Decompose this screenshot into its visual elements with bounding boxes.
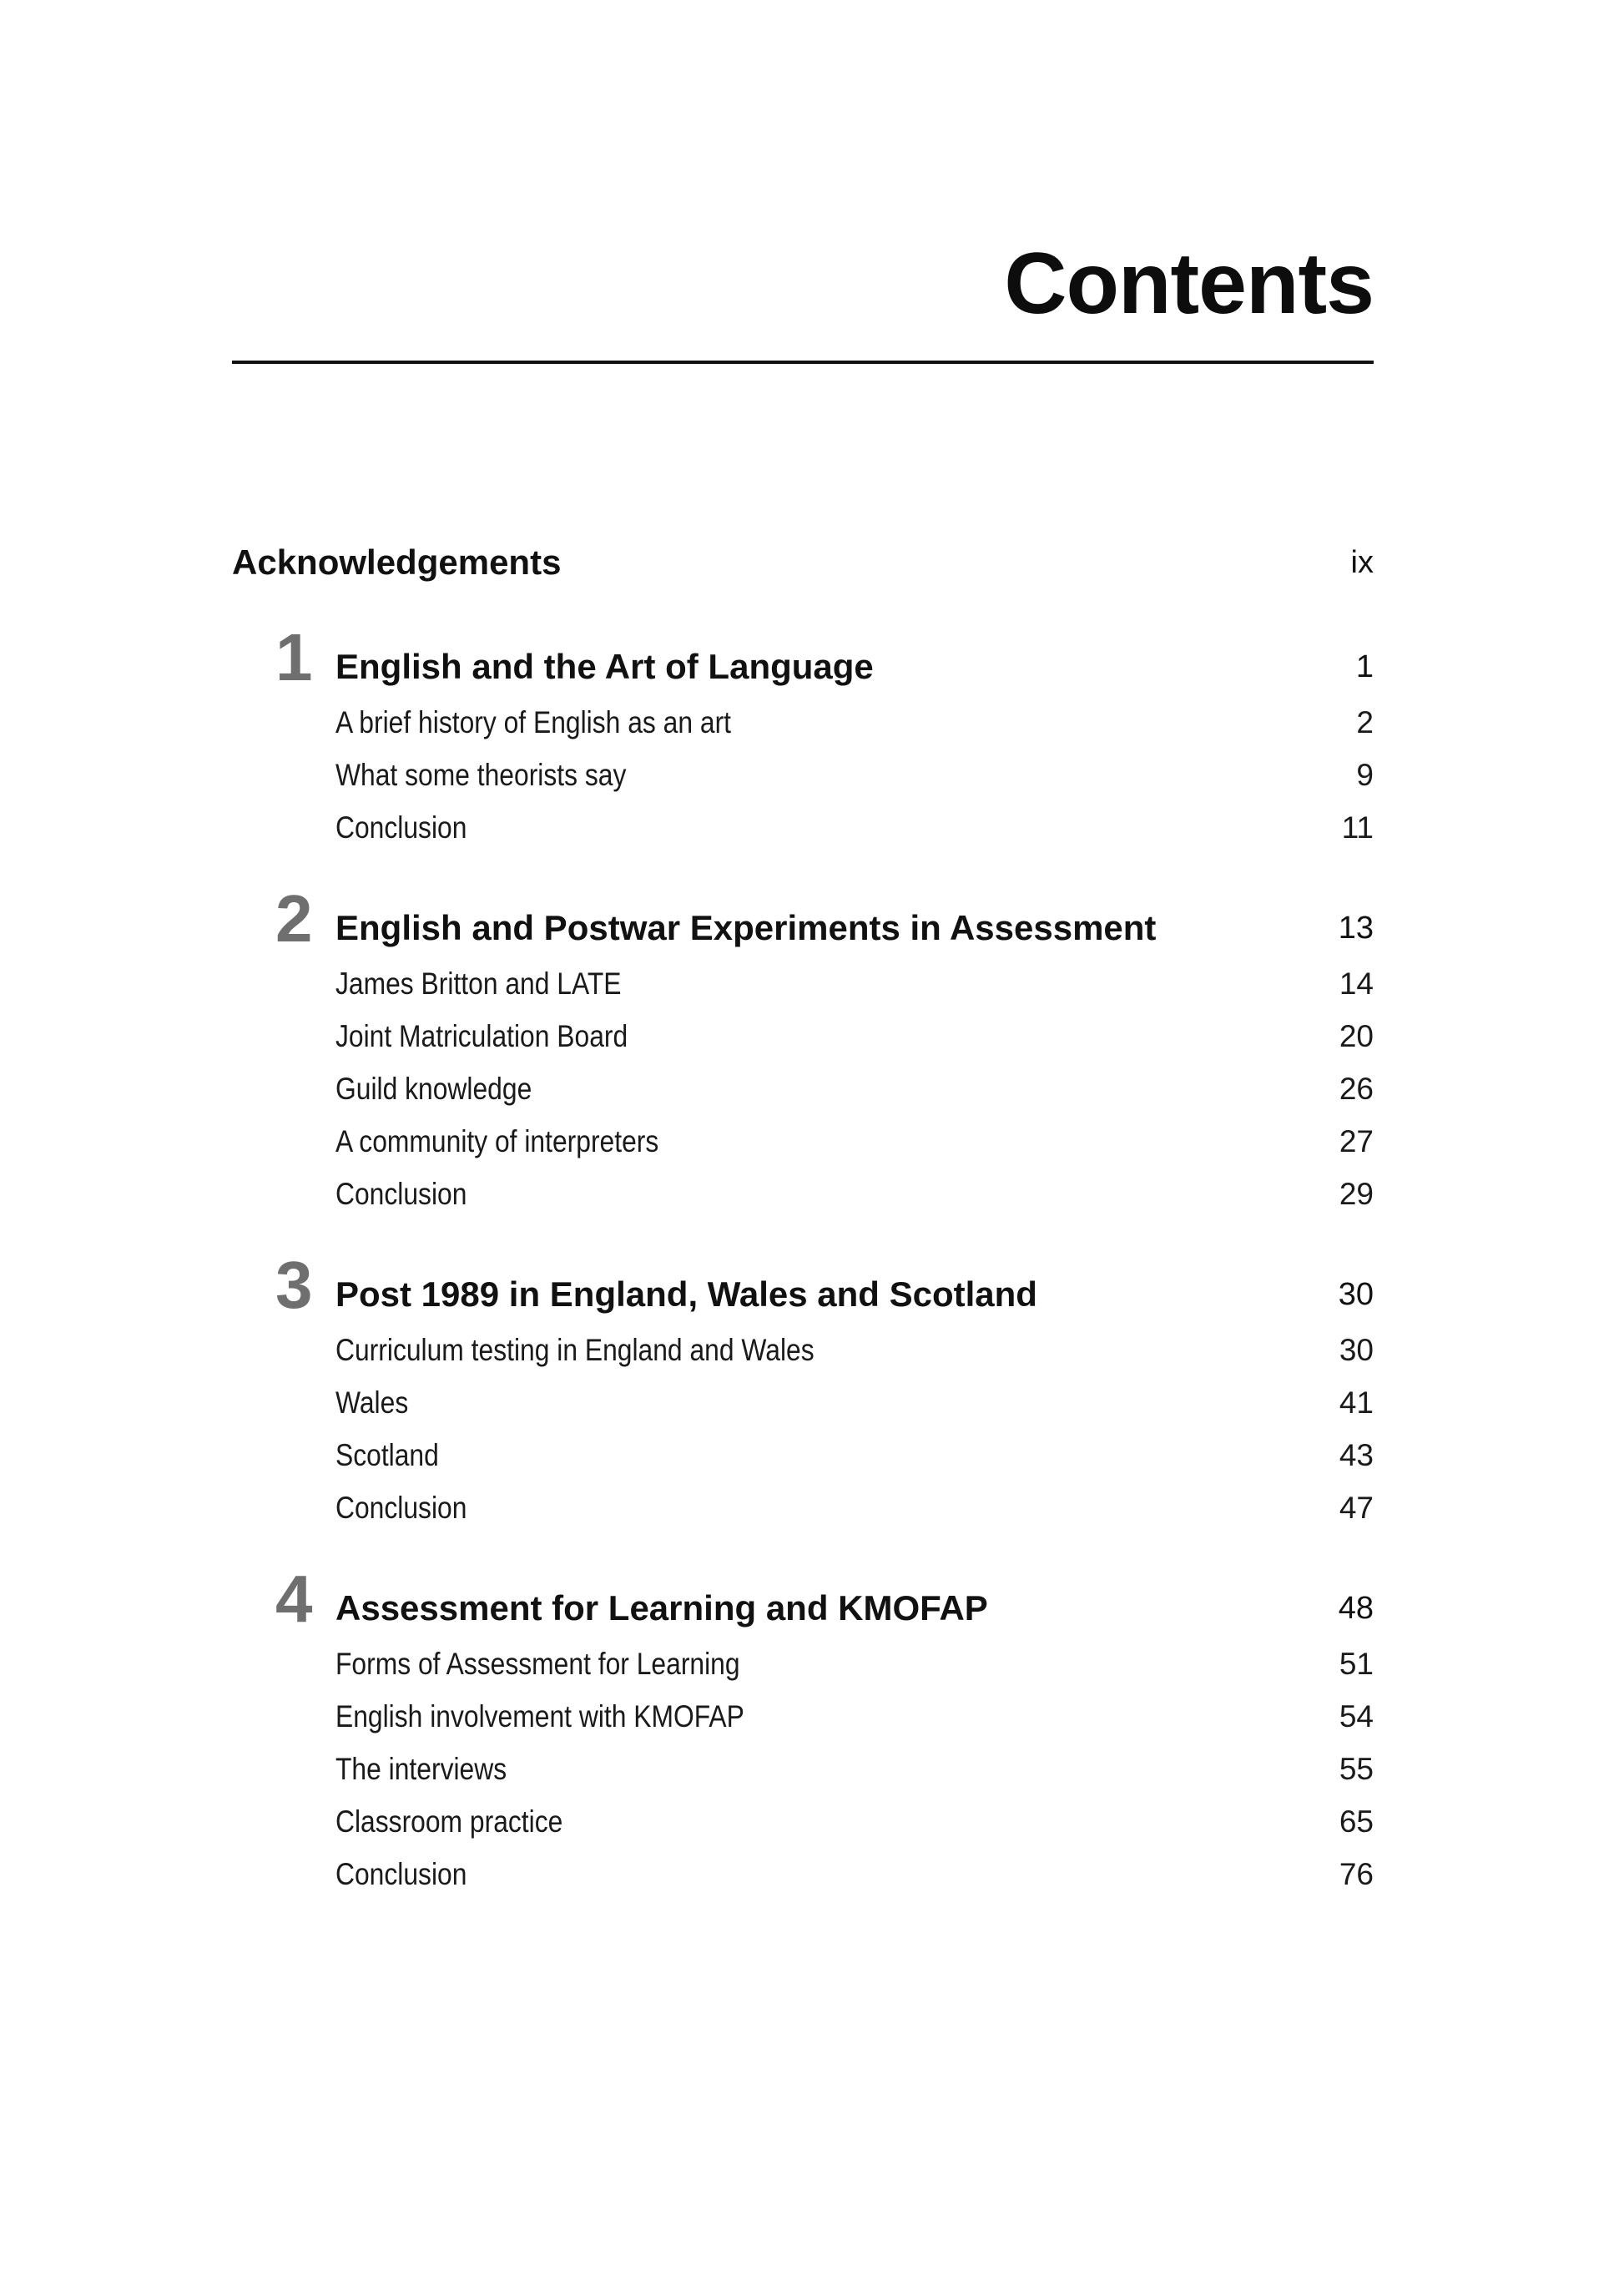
section-label: Conclusion: [335, 1176, 467, 1211]
section-label: English involvement with KMOFAP: [335, 1698, 744, 1733]
section-label: Curriculum testing in England and Wales: [335, 1332, 815, 1367]
toc-section[interactable]: [232, 1376, 1374, 1429]
chapter-page: 30: [1338, 1276, 1374, 1312]
section-label: A community of interpreters: [335, 1123, 659, 1158]
toc-entry-page: ix: [1350, 544, 1374, 580]
section-label: A brief history of English as an art: [335, 704, 732, 739]
toc-section[interactable]: [232, 1848, 1374, 1900]
toc-section[interactable]: [232, 1481, 1374, 1534]
chapter-page: 13: [1338, 910, 1374, 946]
toc-section[interactable]: [232, 1795, 1374, 1848]
chapter-number: 1: [275, 620, 313, 694]
section-label: Forms of Assessment for Learning: [335, 1646, 740, 1681]
section-page: 51: [1339, 1646, 1374, 1681]
section-label: James Britton and LATE: [335, 966, 622, 1001]
chapter-number: 3: [275, 1248, 313, 1322]
section-page: 76: [1339, 1856, 1374, 1891]
toc-section[interactable]: [232, 1168, 1374, 1220]
toc-entry-acknowledgements[interactable]: [232, 534, 1374, 591]
section-page: 47: [1339, 1490, 1374, 1525]
chapter-page: 48: [1338, 1590, 1374, 1626]
toc-section[interactable]: [232, 1324, 1374, 1376]
section-label: What some theorists say: [335, 757, 627, 792]
section-page: 30: [1339, 1332, 1374, 1367]
section-page: 54: [1339, 1698, 1374, 1733]
page-title: Contents: [1004, 235, 1374, 332]
chapter-title: Post 1989 in England, Wales and Scotland: [335, 1274, 1037, 1314]
section-page: 29: [1339, 1176, 1374, 1211]
toc-section[interactable]: [232, 1743, 1374, 1795]
toc-chapter-heading[interactable]: [232, 1265, 1374, 1324]
toc-section[interactable]: [232, 1010, 1374, 1062]
chapter-number: 4: [275, 1562, 313, 1636]
toc-section[interactable]: [232, 957, 1374, 1010]
toc-chapter-4: [232, 1562, 1374, 1900]
chapter-page: 1: [1355, 648, 1374, 684]
toc-section[interactable]: [232, 1690, 1374, 1743]
section-page: 43: [1339, 1437, 1374, 1472]
section-label: Scotland: [335, 1437, 439, 1472]
section-label: Joint Matriculation Board: [335, 1018, 628, 1053]
toc-chapter-heading[interactable]: [232, 899, 1374, 957]
toc-section[interactable]: [232, 696, 1374, 749]
toc-chapter-1: [232, 620, 1374, 854]
toc-entry-label: Acknowledgements: [232, 542, 562, 582]
section-label: Wales: [335, 1385, 409, 1420]
section-page: 20: [1339, 1018, 1374, 1053]
toc-section[interactable]: [232, 801, 1374, 854]
chapter-title: Assessment for Learning and KMOFAP: [335, 1588, 988, 1627]
toc-section[interactable]: [232, 1638, 1374, 1690]
section-page: 41: [1339, 1385, 1374, 1420]
toc-section[interactable]: [232, 1429, 1374, 1481]
section-page: 11: [1341, 810, 1374, 845]
section-page: 14: [1339, 966, 1374, 1001]
toc-section[interactable]: [232, 749, 1374, 801]
section-label: Conclusion: [335, 1856, 467, 1891]
toc-section[interactable]: [232, 1115, 1374, 1168]
section-label: Classroom practice: [335, 1804, 563, 1839]
toc-chapter-heading[interactable]: [232, 1579, 1374, 1638]
section-page: 2: [1356, 704, 1374, 739]
toc-chapter-heading[interactable]: [232, 638, 1374, 696]
toc-section[interactable]: [232, 1062, 1374, 1115]
title-rule: [232, 361, 1374, 364]
section-page: 9: [1356, 757, 1374, 792]
section-label: Guild knowledge: [335, 1071, 532, 1106]
section-page: 26: [1339, 1071, 1374, 1106]
chapter-number: 2: [275, 881, 313, 956]
table-of-contents: [232, 534, 1374, 1900]
chapter-title: English and Postwar Experiments in Assessment: [335, 908, 1157, 947]
section-page: 55: [1339, 1751, 1374, 1786]
toc-chapter-2: [232, 881, 1374, 1220]
section-label: Conclusion: [335, 810, 467, 845]
section-label: Conclusion: [335, 1490, 467, 1525]
chapter-title: English and the Art of Language: [335, 647, 874, 686]
section-label: The interviews: [335, 1751, 507, 1786]
toc-chapter-3: [232, 1248, 1374, 1534]
section-page: 65: [1339, 1804, 1374, 1839]
section-page: 27: [1339, 1123, 1374, 1158]
